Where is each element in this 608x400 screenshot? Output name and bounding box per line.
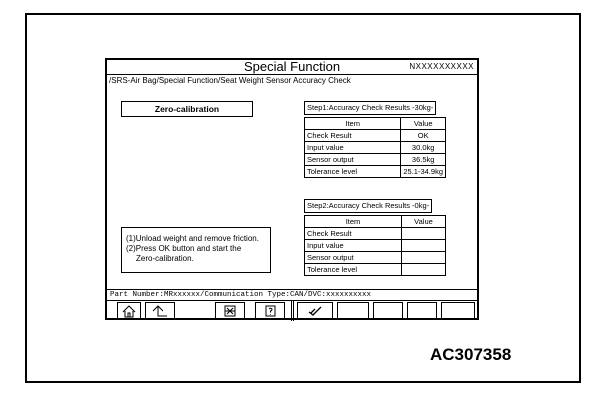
empty-softkey-4[interactable] [441,302,475,319]
table-row [305,154,446,166]
row-value: OK [401,130,446,142]
zero-calibration-label: Zero-calibration [121,101,253,117]
scan-tool-screen [105,58,479,320]
table-row [305,228,446,240]
check-icon [307,305,323,317]
step1-results-table [304,117,446,178]
home-button[interactable] [117,302,141,319]
table-header-row [305,118,446,130]
row-item: Tolerance level [305,264,402,276]
row-value: 30.0kg [401,142,446,154]
breadcrumb-item-accuracy-check[interactable]: Seat Weight Sensor Accuracy Check [220,76,351,85]
table-row [305,166,446,178]
breadcrumb [109,76,351,85]
table-row [305,142,446,154]
row-value [402,228,446,240]
table-row [305,240,446,252]
step1-title: Step1:Accuracy Check Results -30kg- [304,101,436,115]
row-item: Input value [305,142,401,154]
tool-icon [224,305,236,317]
step2-title: Step2:Accuracy Check Results -0kg- [304,199,432,213]
instruction-line-2: (2)Press OK button and start the [126,244,242,253]
up-arrow-icon [151,305,169,318]
instruction-line-1: (1)Unload weight and remove friction. [126,234,259,243]
row-item: Tolerance level [305,166,401,178]
breadcrumb-sep: / [109,76,112,85]
title-bar [107,60,477,75]
row-item: Check Result [305,130,401,142]
breadcrumb-item-special-function[interactable]: Special Function [158,76,218,85]
table-row [305,130,446,142]
empty-softkey-2[interactable] [373,302,403,319]
row-item: Input value [305,240,402,252]
back-button[interactable] [145,302,175,319]
toolbar-divider [291,301,294,321]
breadcrumb-item-srs[interactable]: SRS-Air Bag [111,76,157,85]
step2-results-table [304,215,446,276]
row-value [402,240,446,252]
table-row [305,264,446,276]
empty-softkey-1[interactable] [337,302,369,319]
device-id: NXXXXXXXXXX [409,62,474,71]
row-item: Check Result [305,228,402,240]
help-icon [265,305,276,317]
column-header-item: Item [305,216,402,228]
home-icon [122,305,136,318]
column-header-value: Value [402,216,446,228]
table-header-row [305,216,446,228]
table-row [305,252,446,264]
page-title: Special Function [243,59,341,74]
row-item: Sensor output [305,154,401,166]
status-bar: Part Number:MRxxxxxx/Communication Type:CAN/DVC:xxxxxxxxxx [107,289,477,299]
row-value: 25.1-34.9kg [401,166,446,178]
help-button[interactable] [255,302,285,319]
breadcrumb-sep: / [156,76,159,85]
row-value [402,264,446,276]
figure-caption: AC307358 [430,345,512,364]
row-value [402,252,446,264]
column-header-value: Value [401,118,446,130]
empty-softkey-3[interactable] [407,302,437,319]
breadcrumb-sep: / [217,76,221,85]
bottom-toolbar [107,300,477,321]
instructions-box [121,227,271,273]
ok-button[interactable] [297,302,333,319]
instruction-line-3: Zero-calibration. [136,254,194,263]
column-header-item: Item [305,118,401,130]
tool-button[interactable] [215,302,245,319]
row-item: Sensor output [305,252,402,264]
row-value: 36.5kg [401,154,446,166]
